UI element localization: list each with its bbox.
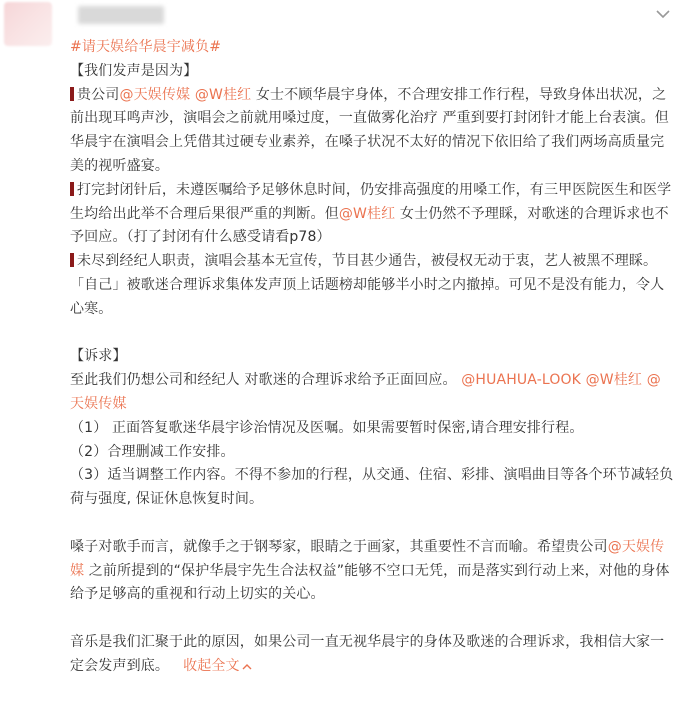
closing-paragraph-2: 音乐是我们汇聚于此的原因，如果公司一直无视华晨宇的身体及歌迷的合理诉求，我相信大家一定会发声到底。 收起全文 <box>70 631 674 679</box>
marker-bar <box>70 182 74 196</box>
post-body <box>70 36 674 679</box>
reason-paragraph-2: 打完封闭针后，未遵医嘱给予足够休息时间，仍安排高强度的用嗓工作，有三甲医院医生和医学生均给出此举不合理后果很严重的判断。但@W桂红 女士仍然不予理睬，对歌迷的合理诉求也不予回应。（打了封闭有什么感受请看p78） <box>70 181 672 246</box>
demand-1: （1） 正面答复歌迷华晨宇诊治情况及医嘱。如果需要暂时保密,请合理安排行程。 <box>70 419 584 436</box>
section-title-reasons: 【我们发声是因为】 <box>70 62 198 79</box>
username-blurred[interactable] <box>78 6 164 24</box>
reason-paragraph-1: 贵公司@天娱传媒 @W桂红 女士不顾华晨宇身体，不合理安排工作行程，导致身体出状况，之前出现耳鸣声沙，演唱会之前就用嗓过度，一直做雾化治疗 严重到要打封闭针才能上台表演。但华晨宇在演唱会上凭借其过硬专业素养，在嗓子状况不太好的情况下依旧给了我们两场高质量完美的视听盛宴。 <box>70 86 669 174</box>
chevron-down-icon[interactable] <box>653 6 673 22</box>
section-title-demands: 【诉求】 <box>70 348 127 365</box>
demand-intro: 至此我们仍想公司和经纪人 对歌迷的合理诉求给予正面回应。 @HUAHUA-LOOK @W桂红 @天娱传媒 <box>70 372 661 412</box>
hashtag-line <box>70 36 674 60</box>
demand-2: （2）合理删减工作安排。 <box>70 443 235 460</box>
mention-wguihong[interactable]: @W桂红 <box>338 205 396 222</box>
mention-wguihong[interactable]: @W桂红 <box>194 86 252 103</box>
closing-paragraph-1: 嗓子对歌手而言，就像手之于钢琴家，眼睛之于画家，其重要性不言而喻。希望贵公司@天娱传媒 之前所提到的“保护华晨宇先生合法权益”能够不空口无凭，而是落实到行动上来，对他的身体给予足够高的重视和行动上切实的关心。 <box>70 538 670 603</box>
marker-bar <box>70 253 74 267</box>
mention-tianyu[interactable]: @天娱传媒 <box>119 86 191 103</box>
mention-tianyu[interactable]: @天娱传媒 <box>70 372 661 412</box>
marker-bar <box>70 87 74 101</box>
demand-3: （3）适当调整工作内容。不得不参加的行程，从交通、住宿、彩排、演唱曲目等各个环节减轻负荷与强度, 保证休息恢复时间。 <box>70 467 674 508</box>
mention-huahua-look[interactable]: @HUAHUA-LOOK <box>461 372 582 389</box>
collapse-text-button[interactable]: 收起全文 <box>183 658 252 674</box>
mention-wguihong[interactable]: @W桂红 <box>585 372 643 389</box>
reason-paragraph-3: 未尽到经纪人职责，演唱会基本无宣传，节目甚少通告，被侵权无动于衷，艺人被黑不理睬。「自己」被歌迷合理诉求集体发声顶上话题榜却能够半小时之内撤掉。可见不是没有能力，令人心寒。 <box>70 253 665 317</box>
hashtag-link[interactable]: #请天娱给华晨宇减负# <box>70 39 222 55</box>
avatar[interactable] <box>4 2 52 46</box>
chevron-up-icon <box>242 655 252 679</box>
mention-tianyu[interactable]: @天娱传媒 <box>70 538 665 579</box>
